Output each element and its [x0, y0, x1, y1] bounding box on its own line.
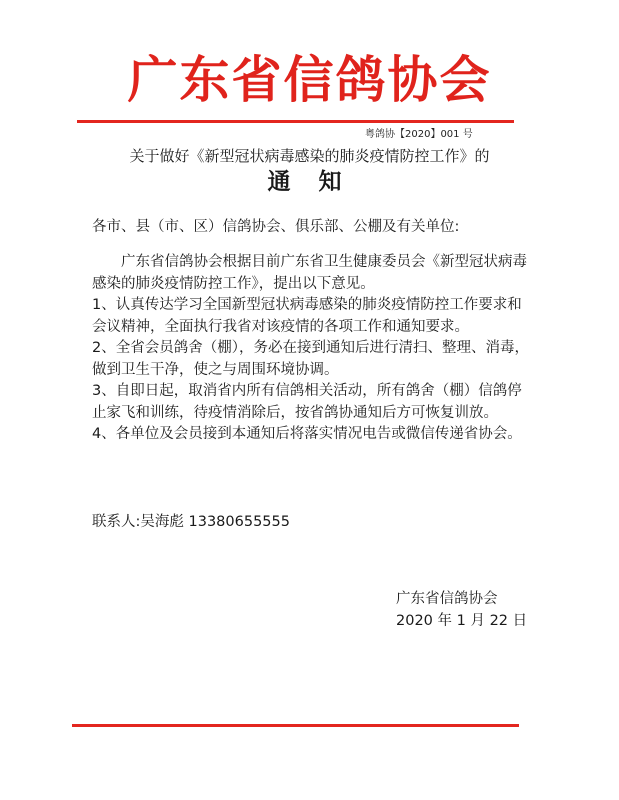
signature-org: 广东省信鸽协会: [396, 591, 498, 607]
document-body: [92, 252, 532, 446]
contact-line: 联系人:吴海彪 13380655555: [92, 514, 290, 530]
header-divider: [77, 120, 514, 123]
organization-title: 广东省信鸽协会: [127, 51, 492, 109]
signature-date: 2020 年 1 月 22 日: [396, 613, 528, 629]
footer-divider: [72, 724, 519, 727]
item-3: 3、自即日起，取消省内所有信鸽相关活动，所有鸽舍（棚）信鸽停止家飞和训练，待疫情消除后，按省鸽协通知后方可恢复训放。: [92, 383, 522, 421]
item-1: 1、认真传达学习全国新型冠状病毒感染的肺炎疫情防控工作要求和会议精神，全面执行我省对该疫情的各项工作和通知要求。: [92, 297, 522, 335]
document-number: 粤鸽协【2020】001 号: [365, 129, 473, 140]
item-4: 4、各单位及会员接到本通知后将落实情况电告或微信传递省协会。: [92, 426, 522, 442]
notice-title: 通 知: [267, 169, 352, 195]
signature-block: [396, 588, 527, 632]
document-subject: 关于做好《新型冠状病毒感染的肺炎疫情防控工作》的: [129, 147, 490, 165]
item-2: 2、全省会员鸽舍（棚），务必在接到通知后进行清扫、整理、消毒，做到卫生干净，使之与周围环境协调。: [92, 340, 529, 378]
addressee-line: 各市、县（市、区）信鸽协会、俱乐部、公棚及有关单位:: [92, 219, 460, 235]
intro-paragraph: 广东省信鸽协会根据目前广东省卫生健康委员会《新型冠状病毒感染的肺炎疫情防控工作》，提出以下意见。: [92, 254, 527, 292]
